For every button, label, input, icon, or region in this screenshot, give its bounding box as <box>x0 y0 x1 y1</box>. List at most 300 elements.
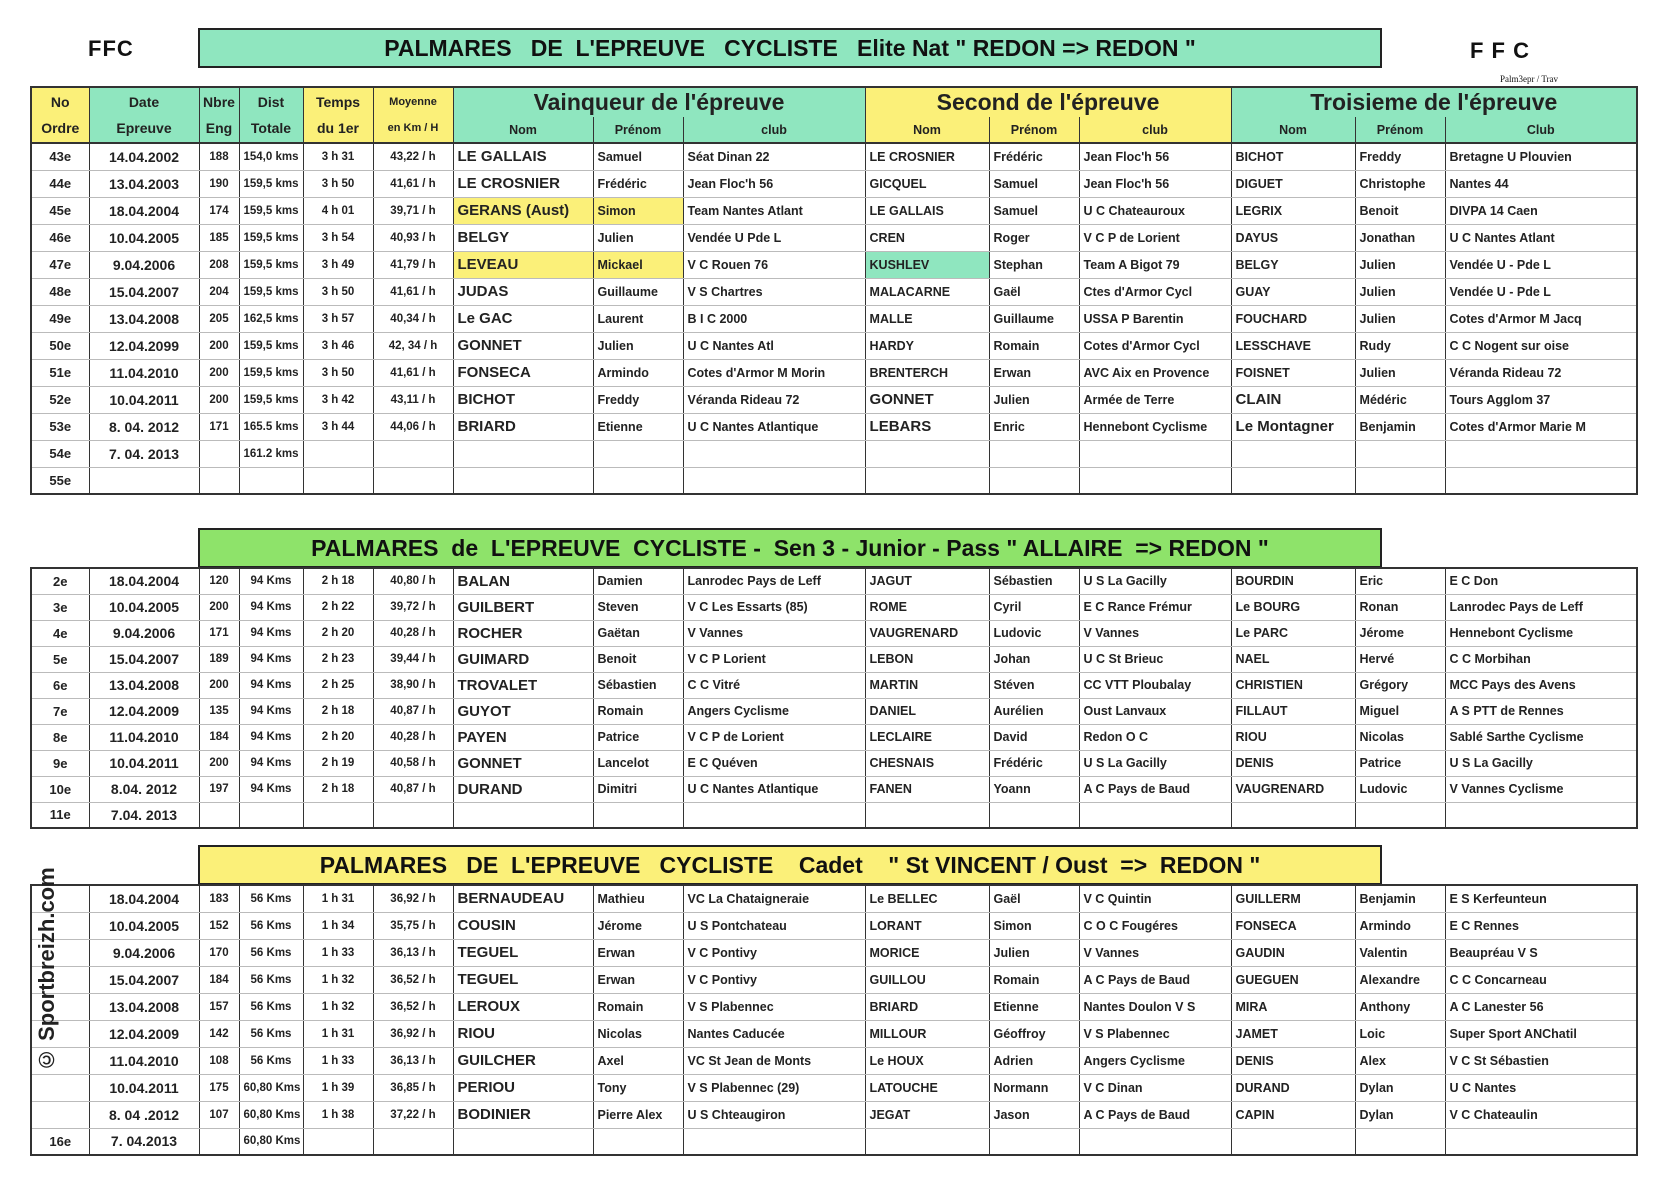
elite-results-body <box>31 143 1637 494</box>
table-cell: Médéric <box>1355 386 1445 413</box>
sub-prenom: Prénom <box>1355 117 1445 143</box>
table-cell: 11.04.2010 <box>89 1047 199 1074</box>
table-cell: AVC Aix en Provence <box>1079 359 1231 386</box>
table-cell <box>865 440 989 467</box>
table-cell: 51e <box>31 359 89 386</box>
table-cell: A C Pays de Baud <box>1079 1101 1231 1128</box>
table-cell: Nicolas <box>1355 724 1445 750</box>
table-cell: Mathieu <box>593 885 683 912</box>
table-row <box>31 467 1637 494</box>
table-cell: 36,13 / h <box>373 939 453 966</box>
table-cell: E C Rance Frémur <box>1079 594 1231 620</box>
table-cell: BRIARD <box>453 413 593 440</box>
table-cell <box>199 467 239 494</box>
table-cell: Steven <box>593 594 683 620</box>
table-cell: CLAIN <box>1231 386 1355 413</box>
table-cell: David <box>989 724 1079 750</box>
table-cell: 16e <box>31 1128 89 1155</box>
table-cell: Julien <box>1355 359 1445 386</box>
table-cell: 197 <box>199 776 239 802</box>
table-cell: Julien <box>593 332 683 359</box>
table-cell <box>989 440 1079 467</box>
table-cell: GUIMARD <box>453 646 593 672</box>
table-cell: U S Chteaugiron <box>683 1101 865 1128</box>
table-cell: GAUDIN <box>1231 939 1355 966</box>
table-cell <box>593 440 683 467</box>
table-cell: 2 h 22 <box>303 594 373 620</box>
table-cell: 184 <box>199 724 239 750</box>
table-cell: Pierre Alex <box>593 1101 683 1128</box>
table-cell <box>1231 467 1355 494</box>
doc-reference: Palm3epr / Trav <box>1500 74 1559 84</box>
table-cell: Oust Lanvaux <box>1079 698 1231 724</box>
table-cell <box>1445 1128 1637 1155</box>
table-cell: Romain <box>989 332 1079 359</box>
table-cell: 10.04.2011 <box>89 750 199 776</box>
table-cell: 135 <box>199 698 239 724</box>
table-cell: 56 Kms <box>239 1047 303 1074</box>
table-cell <box>683 802 865 828</box>
table-cell: 60,80 Kms <box>239 1074 303 1101</box>
table-cell: Gaëtan <box>593 620 683 646</box>
table-cell: 43e <box>31 143 89 170</box>
table-cell: Guillaume <box>989 305 1079 332</box>
table-cell <box>303 440 373 467</box>
sub-nom: Nom <box>865 117 989 143</box>
table-cell: 10.04.2005 <box>89 224 199 251</box>
table-cell: U S La Gacilly <box>1445 750 1637 776</box>
table-cell: V C Pontivy <box>683 966 865 993</box>
table-cell: Erwan <box>989 359 1079 386</box>
table-row <box>31 672 1637 698</box>
table-cell: MALACARNE <box>865 278 989 305</box>
table-cell: Laurent <box>593 305 683 332</box>
table-cell: Ctes d'Armor Cycl <box>1079 278 1231 305</box>
table-cell: Freddy <box>593 386 683 413</box>
table-cell: 3e <box>31 594 89 620</box>
table-cell: V C P Lorient <box>683 646 865 672</box>
col-date-epreuve: Date Epreuve <box>89 87 199 143</box>
table-cell: Adrien <box>989 1047 1079 1074</box>
table-cell: 94 Kms <box>239 750 303 776</box>
table-cell: JAMET <box>1231 1020 1355 1047</box>
table-cell: VAUGRENARD <box>865 620 989 646</box>
table-cell: GICQUEL <box>865 170 989 197</box>
table-cell: 38,90 / h <box>373 672 453 698</box>
table-cell: V S Plabennec <box>683 993 865 1020</box>
table-cell: 208 <box>199 251 239 278</box>
table-cell: 1 h 32 <box>303 993 373 1020</box>
table-cell: 3 h 46 <box>303 332 373 359</box>
table-cell: GUILLOU <box>865 966 989 993</box>
table-cell <box>1079 1128 1231 1155</box>
table-cell <box>1079 467 1231 494</box>
table-cell: Dylan <box>1355 1101 1445 1128</box>
table-cell: 47e <box>31 251 89 278</box>
table-cell: 56 Kms <box>239 939 303 966</box>
table-cell: A C Pays de Baud <box>1079 776 1231 802</box>
table-cell: Angers Cyclisme <box>683 698 865 724</box>
table-cell: 3 h 57 <box>303 305 373 332</box>
table-cell: 5e <box>31 646 89 672</box>
table-cell: 36,85 / h <box>373 1074 453 1101</box>
table-cell: 8. 04 .2012 <box>89 1101 199 1128</box>
table-cell: 15.04.2007 <box>89 646 199 672</box>
table-cell: 12.04.2099 <box>89 332 199 359</box>
table-cell: Alexandre <box>1355 966 1445 993</box>
table-cell: Nicolas <box>593 1020 683 1047</box>
table-cell: Dylan <box>1355 1074 1445 1101</box>
table-cell: Alex <box>1355 1047 1445 1074</box>
table-cell: Cyril <box>989 594 1079 620</box>
table-cell: MORICE <box>865 939 989 966</box>
table-row <box>31 251 1637 278</box>
table-cell: Nantes Caducée <box>683 1020 865 1047</box>
table-row <box>31 305 1637 332</box>
table-cell: Cotes d'Armor Cycl <box>1079 332 1231 359</box>
table-row <box>31 776 1637 802</box>
table-cell: 154,0 kms <box>239 143 303 170</box>
table-cell: U S La Gacilly <box>1079 568 1231 594</box>
table-row <box>31 750 1637 776</box>
table-cell: Samuel <box>989 170 1079 197</box>
table-cell <box>303 1128 373 1155</box>
table-cell: V Vannes <box>1079 620 1231 646</box>
table-row <box>31 197 1637 224</box>
section-1-title: PALMARES DE L'EPREUVE CYCLISTE Elite Nat " REDON => REDON " <box>198 28 1382 68</box>
table-cell: MILLOUR <box>865 1020 989 1047</box>
table-cell: C O C Fougéres <box>1079 912 1231 939</box>
table-cell: MCC Pays des Avens <box>1445 672 1637 698</box>
table-cell: VAUGRENARD <box>1231 776 1355 802</box>
table-cell: LORANT <box>865 912 989 939</box>
table-cell <box>373 440 453 467</box>
table-cell: 13.04.2008 <box>89 305 199 332</box>
table-cell: 94 Kms <box>239 620 303 646</box>
table-cell: Jérome <box>593 912 683 939</box>
table-cell: Lanrodec Pays de Leff <box>1445 594 1637 620</box>
table-cell: 60,80 Kms <box>239 1101 303 1128</box>
table-cell: 94 Kms <box>239 594 303 620</box>
table-row <box>31 1047 1637 1074</box>
table-cell: 36,52 / h <box>373 966 453 993</box>
table-cell: C C Morbihan <box>1445 646 1637 672</box>
table-cell: MALLE <box>865 305 989 332</box>
table-cell: Hennebont Cyclisme <box>1079 413 1231 440</box>
table-cell <box>1355 1128 1445 1155</box>
table-cell: DENIS <box>1231 1047 1355 1074</box>
table-cell: Benjamin <box>1355 413 1445 440</box>
table-cell <box>373 802 453 828</box>
table-cell: Véranda Rideau 72 <box>1445 359 1637 386</box>
table-cell: 174 <box>199 197 239 224</box>
table-row <box>31 224 1637 251</box>
table-cell: Redon O C <box>1079 724 1231 750</box>
table-cell: 2 h 20 <box>303 620 373 646</box>
table-cell: 3 h 31 <box>303 143 373 170</box>
table-cell: 205 <box>199 305 239 332</box>
table-cell: Cotes d'Armor Marie M <box>1445 413 1637 440</box>
table-cell: FILLAUT <box>1231 698 1355 724</box>
table-cell: Vendée U - Pde L <box>1445 278 1637 305</box>
table-cell: Simon <box>989 912 1079 939</box>
table-cell: Valentin <box>1355 939 1445 966</box>
table-cell <box>1445 467 1637 494</box>
table-cell: 9e <box>31 750 89 776</box>
table-cell: GUAY <box>1231 278 1355 305</box>
table-cell: RIOU <box>1231 724 1355 750</box>
table-cell: VC La Chataigneraie <box>683 885 865 912</box>
table-row <box>31 170 1637 197</box>
table-cell: CAPIN <box>1231 1101 1355 1128</box>
table-cell: V C Rouen 76 <box>683 251 865 278</box>
table-cell: Julien <box>1355 251 1445 278</box>
table-cell: Miguel <box>1355 698 1445 724</box>
table-cell: U C Nantes <box>1445 1074 1637 1101</box>
table-cell <box>199 1128 239 1155</box>
table-row <box>31 278 1637 305</box>
table-cell: 39,72 / h <box>373 594 453 620</box>
table-cell: ROCHER <box>453 620 593 646</box>
table-cell: Johan <box>989 646 1079 672</box>
col-temps: Temps du 1er <box>303 87 373 143</box>
table-cell: GERANS (Aust) <box>453 197 593 224</box>
table-cell: ROME <box>865 594 989 620</box>
table-cell: DURAND <box>1231 1074 1355 1101</box>
table-cell: U C Nantes Atlantique <box>683 776 865 802</box>
table-cell <box>1079 802 1231 828</box>
table-cell: BRIARD <box>865 993 989 1020</box>
table-cell: 41,61 / h <box>373 278 453 305</box>
table-cell: 2 h 18 <box>303 568 373 594</box>
table-cell: Julien <box>1355 278 1445 305</box>
table-cell: 162,5 kms <box>239 305 303 332</box>
table-cell: 37,22 / h <box>373 1101 453 1128</box>
table-cell: 200 <box>199 672 239 698</box>
table-cell: Frédéric <box>989 143 1079 170</box>
table-cell: JEGAT <box>865 1101 989 1128</box>
table-cell: 171 <box>199 620 239 646</box>
table-cell: LE GALLAIS <box>453 143 593 170</box>
table-cell: Cotes d'Armor M Morin <box>683 359 865 386</box>
table-cell: 18.04.2004 <box>89 197 199 224</box>
table-cell: LE GALLAIS <box>865 197 989 224</box>
table-row <box>31 143 1637 170</box>
table-cell: Sablé Sarthe Cyclisme <box>1445 724 1637 750</box>
table-cell: DANIEL <box>865 698 989 724</box>
table-cell: 10.04.2011 <box>89 386 199 413</box>
table-cell: 120 <box>199 568 239 594</box>
table-cell: Patrice <box>593 724 683 750</box>
table-cell: 7.04. 2013 <box>89 802 199 828</box>
table-cell: DAYUS <box>1231 224 1355 251</box>
table-cell: Jason <box>989 1101 1079 1128</box>
table-cell: Freddy <box>1355 143 1445 170</box>
table-cell: Le BOURG <box>1231 594 1355 620</box>
table-cell: 10.04.2011 <box>89 1074 199 1101</box>
table-cell: 94 Kms <box>239 646 303 672</box>
table-cell <box>1231 440 1355 467</box>
table-cell: 49e <box>31 305 89 332</box>
table-cell: 7e <box>31 698 89 724</box>
table-cell: TROVALET <box>453 672 593 698</box>
table-cell: 2 h 25 <box>303 672 373 698</box>
table-cell <box>199 802 239 828</box>
table-cell: 36,13 / h <box>373 1047 453 1074</box>
table-cell: 48e <box>31 278 89 305</box>
table-cell: 42, 34 / h <box>373 332 453 359</box>
table-cell: Christophe <box>1355 170 1445 197</box>
table-cell: Armée de Terre <box>1079 386 1231 413</box>
table-cell: Patrice <box>1355 750 1445 776</box>
table-cell: 1 h 33 <box>303 939 373 966</box>
table-cell: 200 <box>199 386 239 413</box>
table-cell: 41,61 / h <box>373 359 453 386</box>
table-cell: Sébastien <box>989 568 1079 594</box>
table-cell: Stephan <box>989 251 1079 278</box>
table-cell: Le PARC <box>1231 620 1355 646</box>
table-cell <box>1231 802 1355 828</box>
table-cell: V C Dinan <box>1079 1074 1231 1101</box>
table-cell: 161.2 kms <box>239 440 303 467</box>
table-cell: 9.04.2006 <box>89 939 199 966</box>
table-cell: 4e <box>31 620 89 646</box>
table-row <box>31 1101 1637 1128</box>
table-row <box>31 802 1637 828</box>
table-cell: Benjamin <box>1355 885 1445 912</box>
table-cell <box>89 467 199 494</box>
sub-prenom: Prénom <box>593 117 683 143</box>
table-cell: Samuel <box>989 197 1079 224</box>
table-cell: 43,11 / h <box>373 386 453 413</box>
table-cell: 3 h 42 <box>303 386 373 413</box>
table-cell: BOURDIN <box>1231 568 1355 594</box>
table-cell: 3 h 50 <box>303 170 373 197</box>
table-cell: 94 Kms <box>239 568 303 594</box>
cadet-results-table <box>30 884 1638 1156</box>
table-cell: Romain <box>593 993 683 1020</box>
table-cell: 1 h 39 <box>303 1074 373 1101</box>
table-cell: 4 h 01 <box>303 197 373 224</box>
table-cell: RIOU <box>453 1020 593 1047</box>
table-cell: V C St Sébastien <box>1445 1047 1637 1074</box>
sub-club: club <box>1079 117 1231 143</box>
table-cell: 52e <box>31 386 89 413</box>
table-row <box>31 698 1637 724</box>
table-cell: LEBON <box>865 646 989 672</box>
group-troisieme: Troisieme de l'épreuve <box>1231 87 1637 117</box>
header-row-top <box>31 87 1637 117</box>
table-cell: 56 Kms <box>239 966 303 993</box>
table-cell: Etienne <box>989 993 1079 1020</box>
table-cell: 60,80 Kms <box>239 1128 303 1155</box>
table-cell: 107 <box>199 1101 239 1128</box>
table-cell: Erwan <box>593 966 683 993</box>
table-cell: 142 <box>199 1020 239 1047</box>
table-cell: 204 <box>199 278 239 305</box>
table-cell: 36,92 / h <box>373 885 453 912</box>
table-cell: DENIS <box>1231 750 1355 776</box>
table-cell: Benoit <box>593 646 683 672</box>
table-cell: 10.04.2005 <box>89 912 199 939</box>
table-cell: 8.04. 2012 <box>89 776 199 802</box>
table-cell <box>683 1128 865 1155</box>
table-cell <box>865 802 989 828</box>
table-cell: Jérome <box>1355 620 1445 646</box>
table-cell: 185 <box>199 224 239 251</box>
table-cell <box>989 1128 1079 1155</box>
table-cell: Grégory <box>1355 672 1445 698</box>
table-cell: PERIOU <box>453 1074 593 1101</box>
table-cell: 18.04.2004 <box>89 885 199 912</box>
table-cell: Véranda Rideau 72 <box>683 386 865 413</box>
table-cell: GONNET <box>453 750 593 776</box>
table-cell: 36,92 / h <box>373 1020 453 1047</box>
table-cell: 44,06 / h <box>373 413 453 440</box>
table-cell: Frédéric <box>593 170 683 197</box>
table-cell: U C St Brieuc <box>1079 646 1231 672</box>
junior-results-body <box>31 568 1637 828</box>
table-cell: 40,28 / h <box>373 620 453 646</box>
table-cell: Ludovic <box>989 620 1079 646</box>
group-second: Second de l'épreuve <box>865 87 1231 117</box>
table-cell: E S Kerfeunteun <box>1445 885 1637 912</box>
table-cell: TEGUEL <box>453 939 593 966</box>
table-cell: A C Pays de Baud <box>1079 966 1231 993</box>
table-cell: Yoann <box>989 776 1079 802</box>
table-cell: 190 <box>199 170 239 197</box>
table-cell: 170 <box>199 939 239 966</box>
table-cell: 152 <box>199 912 239 939</box>
table-cell <box>31 1101 89 1128</box>
table-cell: E C Quéven <box>683 750 865 776</box>
table-cell: LEGRIX <box>1231 197 1355 224</box>
table-cell: U C Nantes Atlant <box>1445 224 1637 251</box>
table-cell <box>303 467 373 494</box>
table-cell: 14.04.2002 <box>89 143 199 170</box>
table-cell: FOUCHARD <box>1231 305 1355 332</box>
table-cell <box>453 1128 593 1155</box>
junior-results-table <box>30 567 1638 829</box>
table-cell: Benoit <box>1355 197 1445 224</box>
table-cell: 56 Kms <box>239 912 303 939</box>
table-cell: Mickael <box>593 251 683 278</box>
table-cell: Anthony <box>1355 993 1445 1020</box>
table-cell: Gaël <box>989 278 1079 305</box>
cadet-results-body <box>31 885 1637 1155</box>
table-cell <box>453 440 593 467</box>
table-cell: Angers Cyclisme <box>1079 1047 1231 1074</box>
table-row <box>31 646 1637 672</box>
table-cell: 43,22 / h <box>373 143 453 170</box>
table-cell: Vendée U Pde L <box>683 224 865 251</box>
table-cell: Team Nantes Atlant <box>683 197 865 224</box>
table-row <box>31 966 1637 993</box>
table-cell: Nantes 44 <box>1445 170 1637 197</box>
table-cell: CC VTT Ploubalay <box>1079 672 1231 698</box>
table-cell: USSA P Barentin <box>1079 305 1231 332</box>
table-cell: LEVEAU <box>453 251 593 278</box>
table-cell: Géoffroy <box>989 1020 1079 1047</box>
table-cell: Ronan <box>1355 594 1445 620</box>
table-row <box>31 620 1637 646</box>
table-row <box>31 568 1637 594</box>
table-cell: V C Les Essarts (85) <box>683 594 865 620</box>
table-cell: Romain <box>593 698 683 724</box>
table-cell: V S Plabennec <box>1079 1020 1231 1047</box>
table-cell: 56 Kms <box>239 1020 303 1047</box>
table-cell <box>593 467 683 494</box>
